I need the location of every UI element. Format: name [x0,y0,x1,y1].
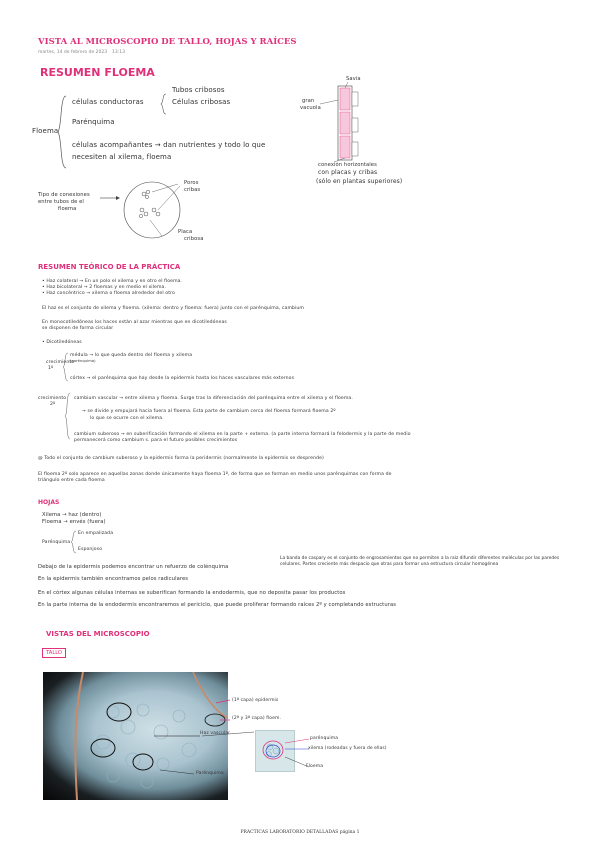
vacuola-pointer [320,100,338,104]
label-parenquima-2: parénquima [310,736,339,741]
pointer-parenquima [160,770,194,774]
diagram-label-1: Tipo de conexiones [38,192,90,198]
page-footer: PRACTICAS LABORATORIO DETALLADAS página 1 [240,830,360,835]
page-date: martes, 14 de febrero de 2023 [38,50,108,55]
suberoso-line-1: cambium suberoso → en suberificación formando el xilema en la parte + externa. (a parte interna formará la felodermis y la parte de medio [74,432,411,437]
conexion-label-1: conexión horizontales [318,162,377,168]
haz-vascular-ring-2 [91,739,115,757]
parenquima-small: (parénquima) [70,359,96,363]
parenquima-label: Parénquima [72,118,115,126]
crecimiento-1-number: 1º [48,366,54,371]
label-floema-micro: Floema [306,764,324,769]
mono-line-2: se disponen de forma circular [42,326,114,331]
acompanantes-line-2: necesiten al xilema, floema [72,153,172,161]
conductoras-label: células conductoras [72,98,144,106]
floema-brace [58,96,66,168]
sieve-element-3 [340,136,350,158]
haz-concentrico: • Haz concéntrico → xilema o floema alrededor del otro [42,291,175,296]
sieve-pores [139,190,160,218]
conductoras-brace [161,94,166,114]
cribosas-label: Células cribosas [172,98,231,106]
hojas-heading: HOJAS [38,499,60,506]
haz-bicolateral: • Haz bicolateral → 2 floemas y en medio el xilema. [42,285,167,290]
hojas-parenquima: Parénquima [42,540,71,545]
hojas-epidermis-2: En la epidermis también encontramos pelos radiculares [38,576,189,582]
acompanantes-line-1: células acompañantes → dan nutrientes y todo lo que [72,141,266,149]
sieve-element-2 [340,112,350,134]
hojas-epidermis-1: Debajo de la epidermis podemos encontrar un refuerzo de colénquima [38,564,229,570]
dico-label: • Dicotiledóneas [42,340,82,345]
casparian-note: La banda de caspary es el conjunto de engrosamientos que no permiten a la raíz difundir diferentes moléculas por las paredes celulares. Partes creciente más despacio que otras para formar una estructura circular homogénea [280,556,560,567]
conexion-label-3: (sólo en plantas superiores) [316,178,403,185]
label-xilema: xilema (rodeadas y fuera de ellas) [308,746,387,751]
diagram-arrow-head [116,196,120,200]
cambium-line-3: lo que se ocurre con el xilema. [90,416,164,421]
conexion-label-2: con placas y cribas [318,169,378,176]
crecimiento-2-number: 2º [50,402,56,407]
teorico-heading: RESUMEN TEÓRICO DE LA PRÁCTICA [38,263,181,271]
tubos-label: Tubos cribosos [172,86,225,94]
savia-label: Savia [346,76,361,82]
tallo-tag: TALLO [42,648,66,658]
cambium-line-2: → se divide y empujará hacia fuera al floema. Esta parte de cambium cerca del floema formará floema 2º [82,409,336,414]
poros-pointer-2 [158,186,180,210]
microscopio-heading: VISTAS DEL MICROSCOPIO [46,630,150,638]
hojas-xilema: Xilema → haz (dentro) [42,512,102,518]
peridermo-line: @ Todo el conjunto de cambium suberoso y la epidermis forma la peridermis (normalmente la epidermis se desprende) [38,456,324,461]
raiz-line-2: En la parte interna de la endodermis encontraremos el periciclo, que puede proliferar formando raíces 2º y completando estructuras [38,602,397,608]
epidermis-edge [75,672,83,800]
placa-pointer [150,220,162,236]
raiz-line-1: En el córtex algunas células internas se suberifican formando la endodermis, que no deposita pasar los productos [38,590,346,596]
medula-line: médula → lo que queda dentro del floema y xilema [70,353,193,358]
gran-vacuola-label-1: gran [302,98,315,104]
crecimiento-2-label: crecimiento [38,396,67,401]
label-haz-vascular: Haz vascular [200,731,231,736]
corteza-line: córtex → el parénquima que hay desde la epidermis hasta los haces vasculares más externos [70,376,295,381]
crecimiento-1-label: crecimiento [46,360,75,365]
poros-label-2: cribas [184,187,201,193]
floema-heading: RESUMEN FLOEMA [40,66,155,79]
page-time: 13:13 [112,50,125,55]
pointer-epidermis [216,700,230,703]
cambium-line-1: cambium vascular → entre xilema y floema. Surge tras la diferenciación del parénquima entre el xilema y el floema. [74,396,353,401]
companion-cell-2 [352,118,358,132]
diagram-label-3: floema [58,206,77,212]
hojas-floema: Floema → envés (fuera) [42,519,106,525]
mono-line-1: En monocotiledóneas los haces están al azar mientras que en dicotiledóneas [42,320,227,325]
poros-label-1: Poros [184,180,199,186]
hojas-empalizada: En empalizada [78,531,114,536]
label-epidermis: (1ª capa) epidermis [232,698,279,703]
companion-cell-3 [352,142,358,156]
suberoso-line-2: permanecerá como cambium s. para el futuro posibles crecimientos [74,438,238,443]
def-haz: El haz es el conjunto de xilema y floema. (xilema: dentro y floema: fuera) junto con el parénquima, cambium [42,306,304,311]
haz-colateral: • Haz colateral → En un polo el xilema y en otro el floema. [42,279,183,284]
crecimiento-2-brace-svg [64,392,72,440]
floema2-line-1: El floema 2º solo aparece en aquellas zonas donde únicamente haya floema 1º, de forma que se forman en medio unos parénquimas con forma de [38,472,392,477]
floema2-line-2: triángulo entre cada floema [38,478,105,483]
diagram-label-2: entre tubos de el [38,199,84,205]
gran-vacuola-label-2: vacuola [300,105,321,111]
label-parenquima: Parénquima [196,771,224,776]
sieve-element-1 [340,88,350,110]
page-title: VISTA AL MICROSCOPIO DE TALLO, HOJAS Y RAÍCES [38,37,297,47]
hojas-brace-svg [70,530,78,554]
hojas-esponjoso: Esponjoso [78,547,103,552]
label-floema-capa: (2ª y 3ª capa) floem. [232,716,281,721]
floema-root-label: Floema [32,127,59,135]
companion-cell-1 [352,92,358,106]
sieve-tube-svg [318,82,378,162]
crecimiento-1-brace-svg [62,352,70,382]
placa-label-1: Placa [178,229,193,235]
placa-label-2: cribosa [184,236,204,242]
